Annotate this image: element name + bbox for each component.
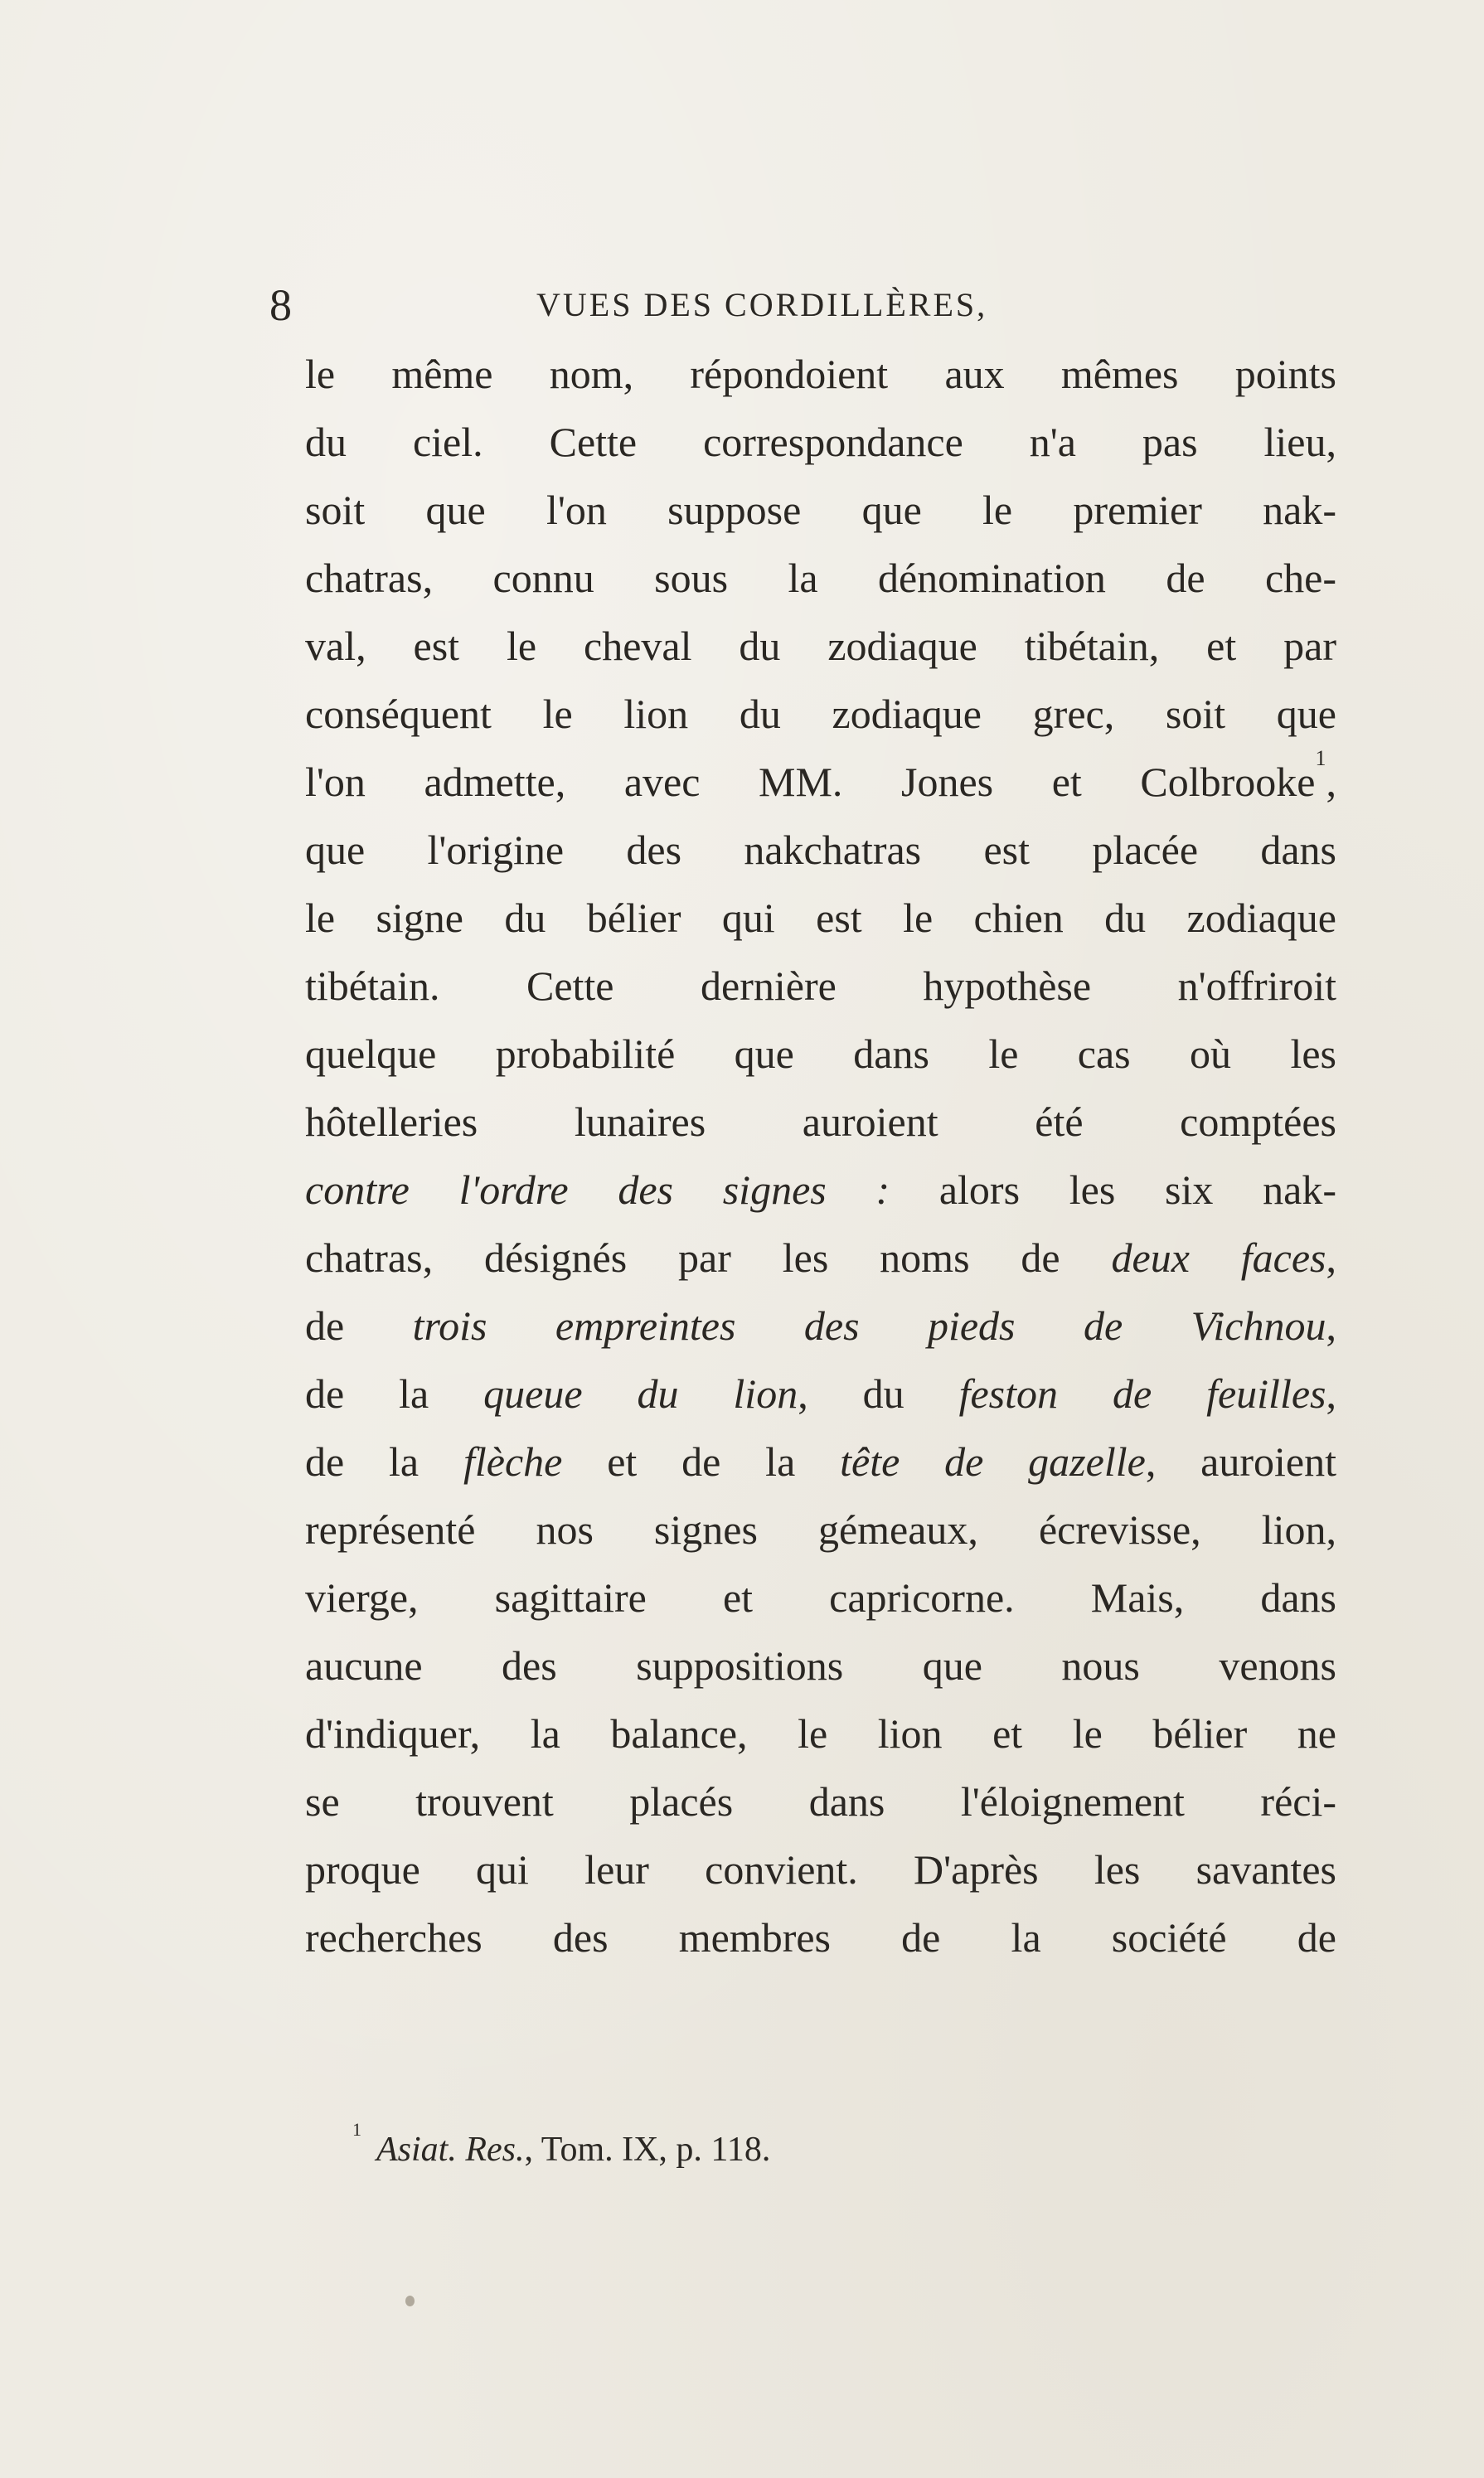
footnote-ref-marker: 1 (1315, 746, 1326, 770)
text-segment: quelque probabilité que dans le cas où les (305, 1030, 1336, 1077)
text-line (305, 1700, 1336, 1768)
text-line (305, 1496, 1336, 1564)
text-line (305, 1632, 1336, 1700)
italic-segment: queue du lion (483, 1370, 798, 1417)
text-segment: et de la (562, 1438, 841, 1485)
text-line (305, 680, 1336, 748)
text-line (305, 952, 1336, 1020)
text-segment: , (1326, 759, 1336, 805)
text-line (305, 544, 1336, 612)
text-line (305, 1360, 1336, 1428)
footnote-reference: , Tom. IX, p. 118. (524, 2131, 771, 2169)
footnote (352, 2121, 770, 2179)
text-line (305, 476, 1336, 544)
text-line (305, 748, 1336, 816)
text-line (305, 1768, 1336, 1835)
text-segment: aucune des suppositions que nous venons (305, 1642, 1336, 1689)
text-line (305, 1020, 1336, 1088)
italic-segment: trois empreintes des pieds de Vichnou (412, 1302, 1326, 1349)
text-segment: conséquent le lion du zodiaque grec, soit que (305, 691, 1336, 737)
text-segment: le même nom, répondoient aux mêmes points (305, 351, 1336, 397)
text-line (305, 1156, 1336, 1224)
text-segment: de la (305, 1438, 463, 1485)
running-head: VUES DES CORDILLÈRES, (536, 286, 988, 323)
text-segment: d'indiquer, la balance, le lion et le bélier ne (305, 1710, 1336, 1757)
text-segment: l'on admette, avec MM. Jones et Colbrooke (305, 759, 1316, 805)
text-line (305, 1564, 1336, 1632)
body-text (305, 340, 1336, 1971)
text-line (305, 1292, 1336, 1360)
text-segment: , du (798, 1370, 959, 1417)
text-line (305, 816, 1336, 884)
footnote-source: Asiat. Res. (376, 2131, 525, 2169)
text-segment: val, est le cheval du zodiaque tibétain, et par (305, 623, 1336, 669)
page-header (269, 272, 1339, 338)
text-line (305, 884, 1336, 952)
italic-segment: feston de feuilles (958, 1370, 1326, 1417)
text-segment: le signe du bélier qui est le chien du zodiaque (305, 895, 1336, 941)
text-segment: alors les six nak- (890, 1166, 1336, 1213)
text-segment: recherches des membres de la société de (305, 1914, 1336, 1961)
text-line (305, 340, 1336, 408)
text-line (305, 1903, 1336, 1971)
italic-segment: tête de gazelle (840, 1438, 1146, 1485)
text-segment: proque qui leur convient. D'après les savantes (305, 1846, 1336, 1893)
footnote-marker: 1 (352, 2119, 361, 2140)
text-line (305, 612, 1336, 680)
text-segment: , (1326, 1302, 1336, 1349)
text-segment: que l'origine des nakchatras est placée dans (305, 827, 1336, 873)
italic-segment: contre l'ordre des signes : (305, 1166, 890, 1213)
text-segment: , auroient (1145, 1438, 1336, 1485)
text-segment: de (305, 1302, 413, 1349)
text-segment: chatras, désignés par les noms de (305, 1234, 1112, 1281)
text-segment: vierge, sagittaire et capricorne. Mais, dans (305, 1574, 1336, 1621)
text-line (305, 1088, 1336, 1156)
italic-segment: deux faces (1111, 1234, 1326, 1281)
text-segment: de la (305, 1370, 484, 1417)
text-segment: hôtelleries lunaires auroient été comptées (305, 1098, 1336, 1145)
text-segment: , (1326, 1234, 1337, 1281)
text-segment: représenté nos signes gémeaux, écrevisse, lion, (305, 1506, 1336, 1553)
text-segment: soit que l'on suppose que le premier nak- (305, 487, 1336, 533)
text-line (305, 1835, 1336, 1903)
page-number: 8 (269, 280, 292, 330)
text-segment: chatras, connu sous la dénomination de che- (305, 555, 1336, 601)
text-segment: , (1326, 1370, 1336, 1417)
text-segment: se trouvent placés dans l'éloignement réci- (305, 1778, 1336, 1825)
text-line (305, 1224, 1336, 1292)
italic-segment: flèche (463, 1438, 563, 1485)
paper-speck (405, 2296, 415, 2306)
text-line (305, 408, 1336, 476)
text-segment: du ciel. Cette correspondance n'a pas lieu, (305, 419, 1336, 465)
text-segment: tibétain. Cette dernière hypothèse n'offriroit (305, 963, 1336, 1009)
text-line (305, 1428, 1336, 1496)
